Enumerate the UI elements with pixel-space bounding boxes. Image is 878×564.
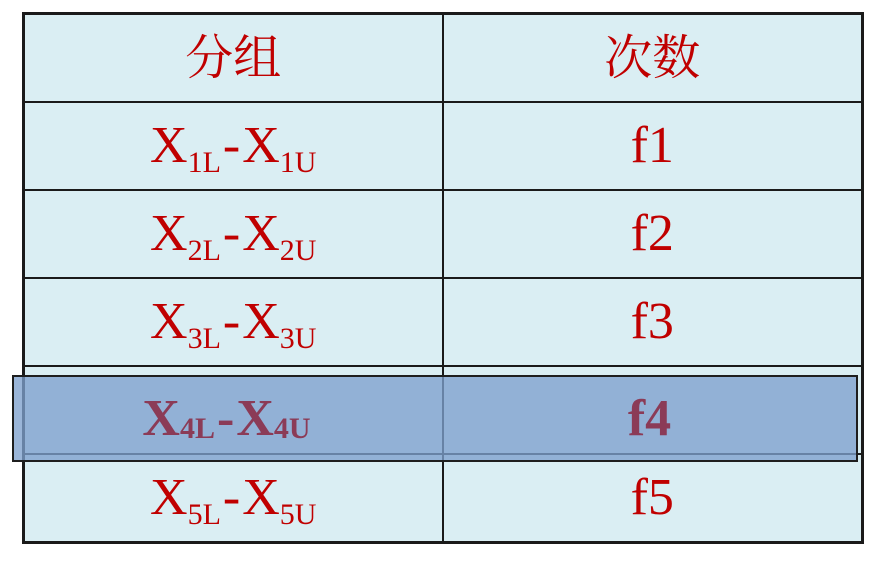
lower-var: X [150,117,188,174]
table-row [24,278,863,366]
lower-subscript: 3L [187,322,221,355]
upper-var: X [242,469,280,526]
frequency-cell: f2 [443,190,863,278]
upper-var: X [236,389,274,447]
group-interval-cell [24,190,443,278]
interval-dash: - [222,117,241,174]
lower-subscript: 5L [187,498,221,531]
upper-subscript: 5U [279,498,317,531]
frequency-cell: f5 [443,454,863,543]
frequency-table [22,12,864,544]
table-row [24,102,863,190]
group-interval-cell [24,278,443,366]
lower-subscript: 4L [179,411,215,445]
upper-var: X [242,205,280,262]
upper-var: X [242,293,280,350]
frequency-cell: f3 [443,278,863,366]
row-highlight-overlay [12,375,858,462]
header-frequency: 次数 [443,14,863,103]
table-row [24,190,863,278]
frequency-cell: f1 [443,102,863,190]
frequency-cell-highlighted: f4 [627,389,672,447]
interval-dash: - [222,469,241,526]
lower-subscript: 2L [187,234,221,267]
upper-subscript: 4U [273,411,311,445]
lower-var: X [142,389,180,447]
interval-dash: - [222,205,241,262]
interval-dash: - [222,293,241,350]
lower-var: X [150,205,188,262]
upper-subscript: 3U [279,322,317,355]
lower-var: X [150,469,188,526]
interval-dash: - [217,389,235,447]
header-group: 分组 [24,14,443,103]
upper-subscript: 1U [279,146,317,179]
group-interval-cell [24,454,443,543]
table-row [24,454,863,543]
group-interval-cell [24,102,443,190]
upper-var: X [242,117,280,174]
lower-subscript: 1L [187,146,221,179]
lower-var: X [150,293,188,350]
table-header-row [24,14,863,103]
upper-subscript: 2U [279,234,317,267]
